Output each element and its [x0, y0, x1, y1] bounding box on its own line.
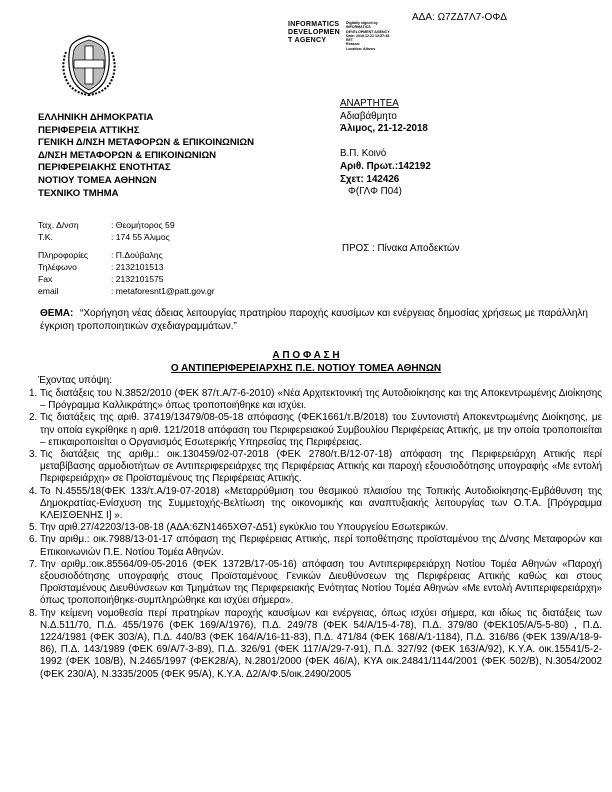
decision-title: Α Π Ο Φ Α Σ Η — [272, 350, 340, 361]
considerations-intro: Έχοντας υπόψη: — [38, 375, 112, 386]
authority-line: Δ/ΝΣΗ ΜΕΤΑΦΟΡΩΝ & ΕΠΙΚΟΙΝΩΝΙΩΝ — [38, 149, 217, 161]
email-link[interactable]: : metaforesnt1@patt.gov.gr — [111, 286, 215, 296]
agency-logo-text: INFORMATICS DEVELOPMEN T AGENCY — [288, 21, 341, 44]
place-date: Άλιμος, 21-12-2018 — [340, 123, 428, 135]
authority-line: ΤΕΧΝΙΚΟ ΤΜΗΜΑ — [38, 187, 119, 199]
greek-coat-of-arms-icon — [60, 32, 118, 96]
ada-code: ΑΔΑ: Ω7ΖΔ7Λ7-ΟΦΔ — [412, 12, 507, 23]
list-item: 1. Τις διατάξεις του Ν.3852/2010 (ΦΕΚ 87/τ.Α/7-6-2010) «Νέα Αρχιτεκτονική της Αυτοδιοίκησης και της Αποκεντρωμένης Διοίκησης – Πρόγραμμα Καλλικράτης» όπως τροποποιήθηκε και ισχύει. — [40, 388, 602, 412]
digital-signature-block: Digitally signed by INFORMATICS DEVELOPMENT AGENCY Date: 2018.12.21 13:57:48 EET Reason: Location: Athens — [346, 21, 390, 51]
contact-row: email : metaforesnt1@patt.gov.gr — [38, 286, 215, 296]
contact-details — [38, 219, 215, 297]
contact-row: Τ.Κ. : 174 55 Άλιμος — [38, 232, 170, 242]
recipients: ΠΡΟΣ : Πίνακα Αποδεκτών — [342, 243, 460, 254]
list-item: 5. Την αριθ.27/42203/13-08-18 (ΑΔΑ:6ΖΝ1465ΧΘ7-Δ51) εγκύκλιο του Υπουργείου Εσωτερικών. — [40, 522, 602, 534]
issuing-authority-block — [38, 112, 254, 200]
list-item: 8. Την κείμενη νομοθεσία περί πρατηρίων παροχής καυσίμων και ενέργειας, όπως ισχύει σήμερα, και ιδίως τις διατάξεις των Ν.Δ.511/70, Π.Δ. 455/1976 (ΦΕΚ 169/Α/1976), Π.Δ. 249/78 (ΦΕΚ 54/Α/15-4-78), Π.Δ. 379/80 (ΦΕΚ105/Α/5-5-80) , Π.Δ. 1224/1981 (ΦΕΚ 303/Α), Π.Δ. 440/83 (ΦΕΚ 164/Α/16-11-83), Π.Δ. 471/84 (ΦΕΚ 168/Α/1-1184), Π.Δ. 316/86 (ΦΕΚ 139/Α/18-9-86), Π.Δ. 143/1989 (ΦΕΚ 69/Α/7-3-89), Π.Δ. 326/91 (ΦΕΚ 117/Α/29-7-91), Π.Δ. 327/92 (ΦΕΚ 163/Α/92), Κ.Υ.Α. οικ.15541/5-2-1992 (ΦΕΚ 108/Β), Ν.2465/1997 (ΦΕΚ28/Α), Ν.2801/2000 (ΦΕΚ 46/Α), ΚΥΑ οικ.24841/1144/2001 (ΦΕΚ 502/Β), Ν.3054/2002 (ΦΕΚ 230/Α), Ν.3335/2005 (ΦΕΚ 95/Α), Κ.Υ.Α. Δ2/Α/Φ.5/οικ.2490/2005 — [40, 608, 602, 681]
list-item: 6. Την αριθμ.: οικ.7988/13-01-17 απόφαση της Περιφέρειας Αττικής, περί τοποθέτησης προϊσταμένου της Δ/νσης Μεταφορών και Επικοινωνιών Π.Ε. Νοτίου Τομέα Αθηνών. — [40, 534, 602, 558]
list-item: 3. Τις διατάξεις της αριθμ.: οικ.130459/02-07-2018 (ΦΕΚ 2780/τ.Β/12-07-18) απόφαση της Περιφερειάρχη Αττικής περί μεταβίβασης αρμοδιοτήτων σε Αντιπεριφερειάρχες της Περιφέρειας Αττικής και παροχή εξουσιοδότησης υπογραφής «Με εντολή Περιφερειάρχη» σε Προϊσταμένους της Περιφέρειας Αττικής. — [40, 449, 602, 486]
subject-label: ΘΕΜΑ: — [40, 308, 74, 319]
decision-heading — [0, 350, 612, 375]
authority-line: ΠΕΡΙΦΕΡΕΙΑΚΗΣ ΕΝΟΤΗΤΑΣ — [38, 162, 171, 174]
decision-authority: Ο ΑΝΤΙΠΕΡΙΦΕΡΕΙΑΡΧΗΣ Π.Ε. ΝΟΤΙΟΥ ΤΟΜΕΑ ΑΘΗΝΩΝ — [170, 362, 442, 374]
document-meta-block — [340, 98, 431, 199]
priority: Β.Π. Κοινό — [340, 148, 387, 160]
list-item: 2. Τις διατάξεις της αριθ. 37419/13479/08-05-18 απόφασης (ΦΕΚ1661/τ.Β/2018) του Συντονιστή Αποκεντρωμένης Διοίκησης, με την οποία εγκρίθηκε η αριθ. 121/2018 απόφαση του Περιφερειακού Συμβουλίου Περιφέρειας Αττικής, με την οποία τροποποιείται – επικαιροποιείται ο Οργανισμός Εσωτερικής Υπηρεσίας της Περιφέρειας. — [40, 412, 602, 449]
authority-line: ΠΕΡΙΦΕΡΕΙΑ ΑΤΤΙΚΗΣ — [38, 124, 140, 136]
contact-row: Fax : 2132101575 — [38, 274, 164, 284]
authority-line: ΓΕΝΙΚΗ Δ/ΝΣΗ ΜΕΤΑΦΟΡΩΝ & ΕΠΙΚΟΙΝΩΝΙΩΝ — [38, 137, 255, 149]
contact-row: Ταχ. Δ/νση : Θεομήτορος 59 — [38, 220, 175, 230]
considerations-list — [22, 388, 602, 681]
related-number: Σχετ: 142426 — [340, 173, 400, 185]
list-item: 4. Το Ν.4555/18(ΦΕΚ 133/τ.Α/19-07-2018) «Μεταρρύθμιση του θεσμικού πλαισίου της Τοπικής Αυτοδιοίκησης-Εμβάθυνση της Δημοκρατίας-Ενίσχυση της Συμμετοχής-Βελτίωση της οικονομικής και αναπτυξιακής λειτουργίας των Ο.Τ.Α. [Πρόγραμμα ΚΛΕΙΣΘΕΝΗΣ Ι] ». — [40, 486, 602, 523]
subject-text: “Χορήγηση νέας άδειας λειτουργίας πρατηρίου παροχής καυσίμων και ενέργειας δημοσίας χρήσεως με παράλληλη έγκριση τροποποιητικών σχεδιαγραμμάτων.” — [40, 308, 588, 332]
file-code: Φ(ΓΛΦ Π04) — [348, 186, 402, 198]
subject-block — [40, 308, 588, 333]
authority-line: ΕΛΛΗΝΙΚΗ ΔΗΜΟΚΡΑΤΙΑ — [38, 112, 154, 123]
protocol-number: Αριθ. Πρωτ.:142192 — [340, 160, 431, 172]
contact-row: Τηλέφωνο : 2132101513 — [38, 262, 164, 272]
contact-row: Πληροφορίες : Π.Δούβαλης — [38, 250, 163, 260]
authority-line: ΝΟΤΙΟΥ ΤΟΜΕΑ ΑΘΗΝΩΝ — [38, 174, 157, 186]
list-item: 7. Την αριθμ.:οικ.85564/09-05-2016 (ΦΕΚ 1372Β/17-05-16) απόφαση του Αντιπεριφερειάρχη Νοτίου Τομέα Αθηνών «Παροχή εξουσιοδότησης υπογραφής στους Προϊσταμένους Γενικών Διευθύνσεων της Περιφέρειας Αττικής καθώς και στους Προϊσταμένους Διευθύνσεων και Τμημάτων της Περιφερειακής Ενότητας Νοτίου Τομέα Αθηνών «Με εντολή Αντιπεριφερειάρχη» όπως τροποποιήθηκε-συμπληρώθηκε και ισχύει σήμερα». — [40, 559, 602, 608]
classification: Αδιαβάθμητο — [340, 110, 397, 122]
publish-flag: ΑΝΑΡΤΗΤΕΑ — [340, 98, 399, 109]
